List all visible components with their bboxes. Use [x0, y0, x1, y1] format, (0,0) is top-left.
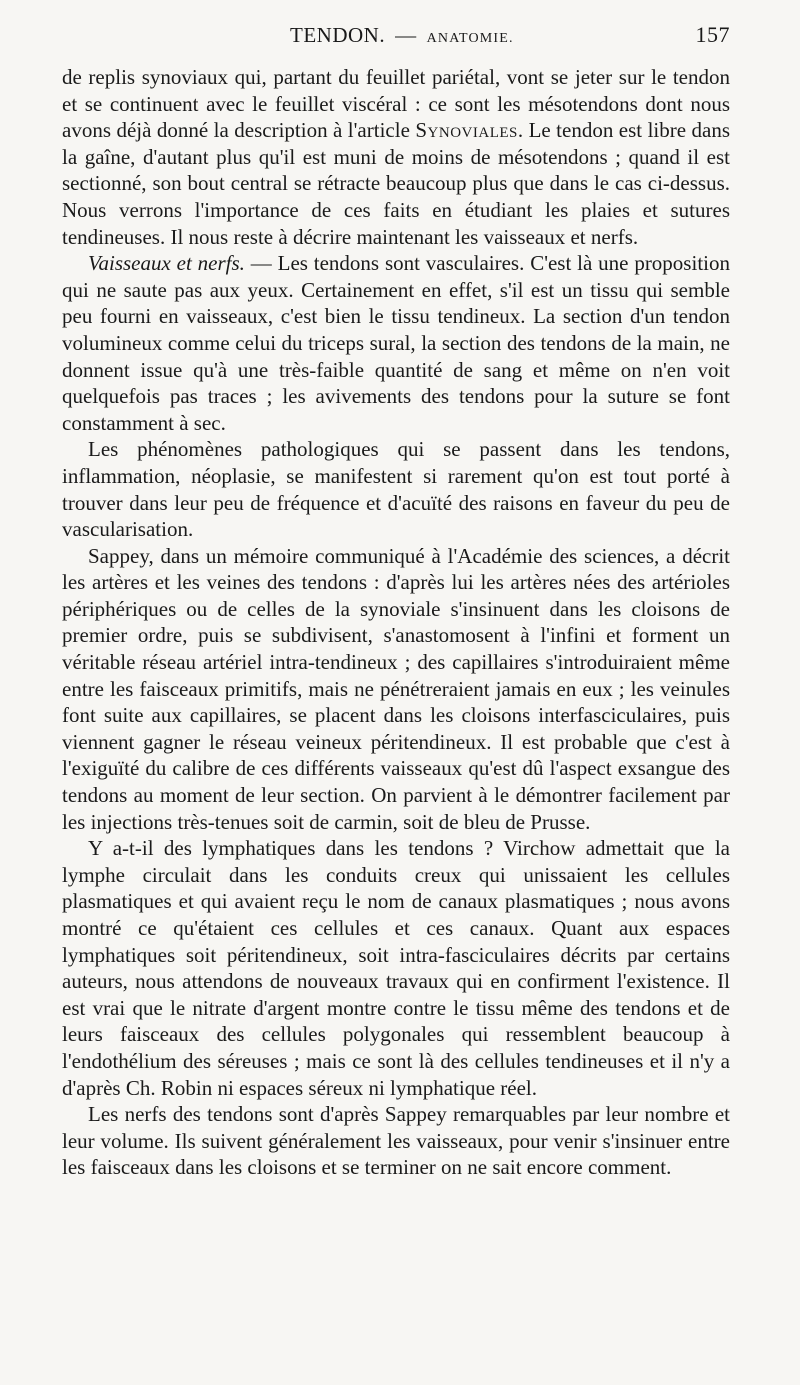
running-header — [62, 22, 730, 50]
paragraph-continuation: de replis synoviaux qui, partant du feuillet pariétal, vont se jeter sur le tendon et se continuent avec le feuillet viscéral : ce sont les mésotendons dont nous avons déjà donné la description à l'article Synoviales. Le tendon est libre dans la gaîne, d'autant plus qu'il est muni de moins de mésotendons ; quand il est sectionné, son bout central se rétracte beaucoup plus que dans le cas ci-dessus. Nous verrons l'importance de ces faits en étudiant les plaies et sutures tendineuses. Il nous reste à décrire maintenant les vaisseaux et nerfs. — [62, 65, 731, 249]
running-title: TENDON. — [290, 23, 386, 47]
paragraph-nerfs: Les nerfs des tendons sont d'après Sappey remarquables par leur nombre et leur volume. Ils suivent généralement les vaisseaux, pour venir s'insinuer entre les faisceaux dans les cloisons et se terminer on ne sait encore comment. — [62, 1102, 730, 1180]
page-body — [62, 64, 730, 1181]
paragraph-sappey: Sappey, dans un mémoire communiqué à l'Académie des sciences, a décrit les artères et les veines des tendons : d'après lui les artères nées des artérioles périphériques ou de celles de la synoviale s'insinuent dans les cloisons de premier ordre, puis se subdivisent, s'anastomosent à l'infini et forment un véritable réseau artériel intra-tendineux ; des capillaires s'introduiraient même entre les faisceaux primitifs, mais ne pénétreraient jamais en eux ; les veinules font suite aux capillaires, se placent dans les cloisons interfasciculaires, puis viennent gagner le réseau veineux péritendineux. Il est probable que c'est à l'exiguïté du calibre de ces différents vaisseaux qu'est dû l'aspect exsangue des tendons au moment de leur section. On parvient à le démontrer facilement par les injections très-tenues soit de carmin, soit de bleu de Prusse. — [62, 543, 730, 834]
paragraph-lymphatiques: Y a-t-il des lymphatiques dans les tendons ? Virchow admettait que la lymphe circulait dans les conduits creux qui unissaient les cellules plasmatiques et qui avaient reçu le nom de canaux plasmatiques ; nous avons montré ce qu'étaient ces cellules et ces canaux. Quant aux espaces lymphatiques soit péritendineux, soit intra-fasciculaires décrits par certains auteurs, nous attendons de nouveaux travaux qui en confirment l'existence. Il est vrai que le nitrate d'argent montre contre le tissu même des tendons et de leurs faisceaux des cellules polygonales qui ressemblent beaucoup à l'endothélium des séreuses ; mais ce sont là des cellules tendineuses et il n'y a d'après Ch. Robin ni espaces séreux ni lymphatique réel. — [62, 836, 730, 1100]
paragraph-vaisseaux: Vaisseaux et nerfs. — Les tendons sont vasculaires. C'est là une proposition qui ne saute pas aux yeux. Certainement en effet, s'il est un tissu qui semble peu fourni en vaisseaux, c'est bien le tissu tendineux. La section d'un tendon volumineux comme celui du triceps sural, la section des tendons de la main, ne donnent issue qu'à une très-faible quantité de sang et même on n'en voit quelquefois pas traces ; les avivements des tendons pour la suture se font constamment à sec. — [62, 251, 730, 435]
paragraph-pathologie: Les phénomènes pathologiques qui se passent dans les tendons, inflammation, néoplasie, se manifestent si rarement qu'on est tout porté à trouver dans leur peu de fréquence et d'acuïté des raisons en faveur du peu de vascularisation. — [62, 437, 730, 542]
article-reference: Synoviales — [415, 118, 518, 143]
header-separator: — — [395, 23, 417, 47]
page-number: 157 — [695, 22, 730, 47]
section-lead-italic: Vaisseaux et nerfs. — [88, 251, 245, 276]
running-section: ANATOMIE. — [426, 31, 514, 46]
